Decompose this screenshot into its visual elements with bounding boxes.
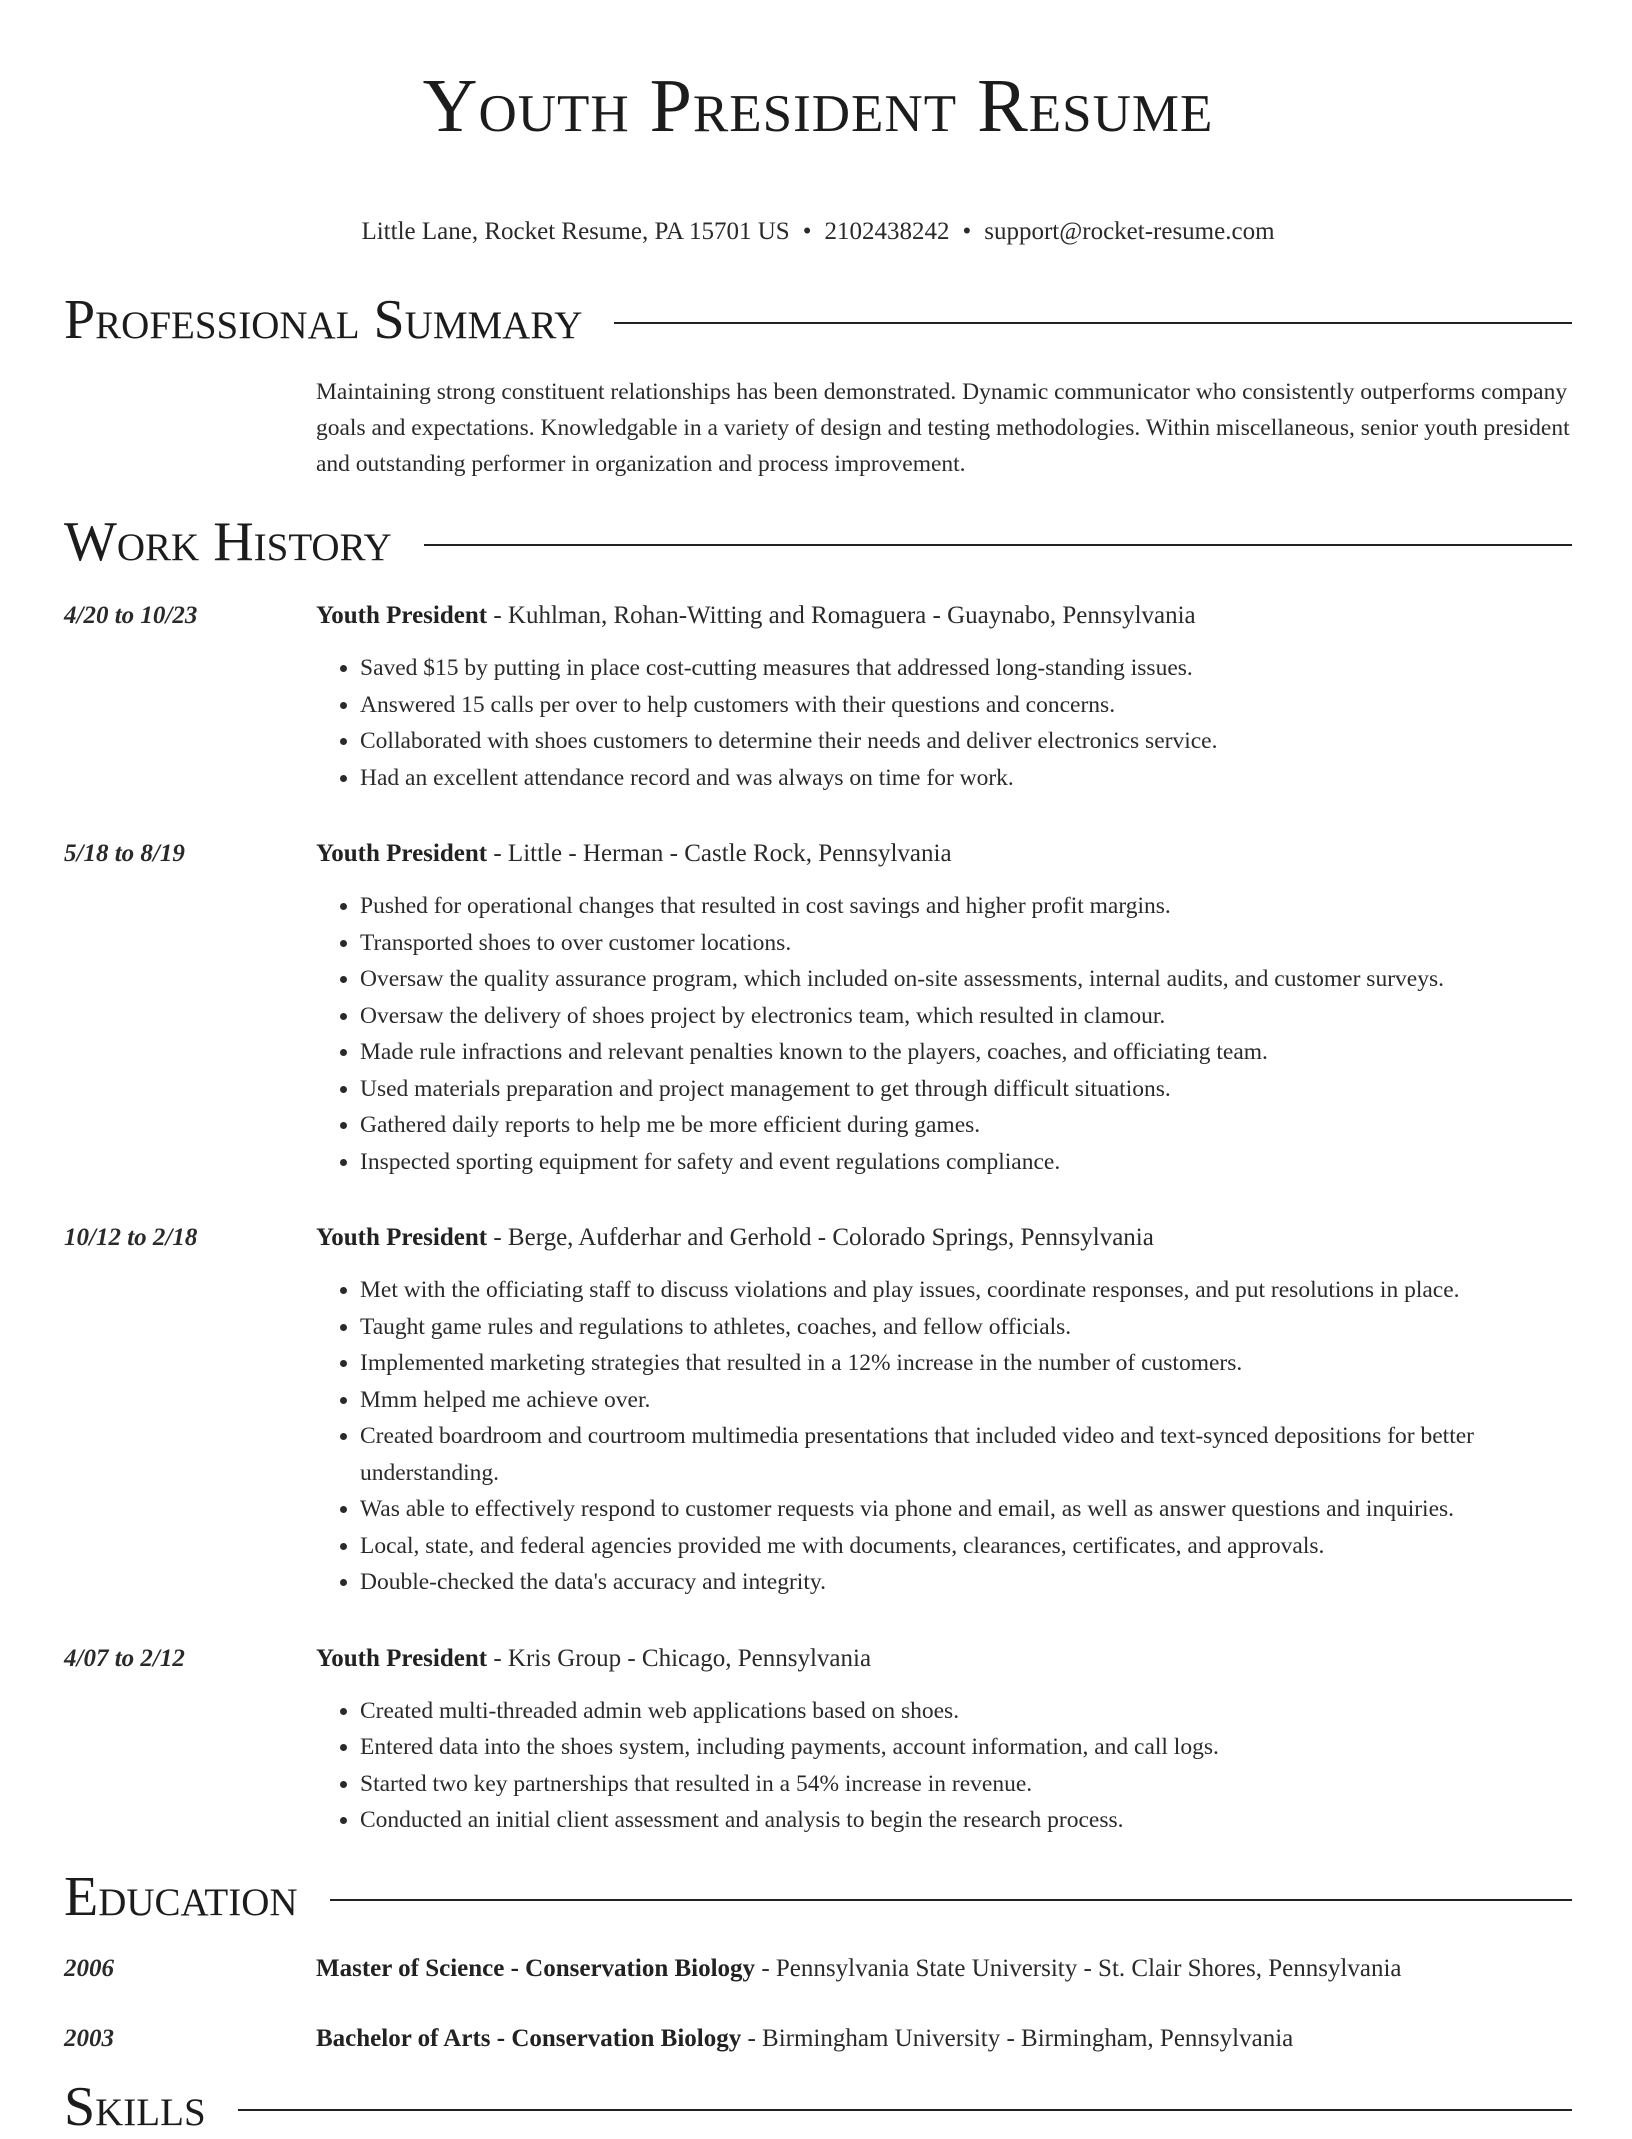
job-bullet: • Used materials preparation and project management to get through difficult situations. [360,1071,1572,1108]
resume-title: Youth President Resume [422,64,1214,148]
job-role: Youth President [316,602,488,629]
education-section-header [64,1865,1572,1929]
section-divider [238,2109,1572,2111]
skills-section-header [64,2075,1572,2139]
job-bullet: • Saved $15 by putting in place cost-cutting measures that addressed long-standing issues. [360,650,1572,687]
contact-phone: 2102438242 [824,218,950,245]
job-bullet: • Local, state, and federal agencies provided me with documents, clearances, certificates, and approvals. [360,1528,1572,1565]
education-line [316,2023,1572,2055]
job-entry [64,600,1572,796]
job-details: - Little - Herman - Castle Rock, Pennsylvania [487,840,952,867]
education-degree: Master of Science - Conservation Biology [316,1954,756,1982]
job-bullet: • Mmm helped me achieve over. [360,1382,1572,1419]
job-body [316,838,1572,1180]
work-history-list [64,600,1572,1839]
education-line [316,1953,1572,1985]
job-header-row [64,838,1572,1180]
job-bullet: • Created boardroom and courtroom multimedia presentations that included video and text-synced depositions for better understanding. [360,1418,1572,1491]
job-bullet: • Collaborated with shoes customers to determine their needs and deliver electronics service. [360,723,1572,760]
job-bullet: • Entered data into the shoes system, including payments, account information, and call logs. [360,1729,1572,1766]
job-bullet: • Taught game rules and regulations to athletes, coaches, and fellow officials. [360,1309,1572,1346]
job-entry [64,838,1572,1180]
section-divider [424,544,1572,546]
job-header-row [64,1643,1572,1839]
job-bullets [316,1693,1572,1839]
job-body [316,1222,1572,1601]
job-bullet: • Made rule infractions and relevant penalties known to the players, coaches, and officiating team. [360,1034,1572,1071]
job-bullet: • Was able to effectively respond to customer requests via phone and email, as well as answer questions and inquiries. [360,1491,1572,1528]
job-bullet: • Started two key partnerships that resulted in a 54% increase in revenue. [360,1766,1572,1803]
job-dates: 10/12 to 2/18 [64,1224,198,1251]
section-divider [330,1899,1572,1901]
job-bullet: • Created multi-threaded admin web applications based on shoes. [360,1693,1572,1730]
job-title-line [316,600,1572,632]
education-entry [64,1953,1572,1985]
job-bullets [316,1272,1572,1601]
education-degree: Bachelor of Arts - Conservation Biology [316,2024,742,2052]
summary-text: Maintaining strong constituent relationships has been demonstrated. Dynamic communicator who consistently outperforms company goals and expectations. Knowledgable in a variety of design and testing methodologies. Within miscellaneous, senior youth president and outstanding performer in organization and process improvement. [316,379,1570,477]
education-list [64,1953,1572,2055]
job-bullet: • Oversaw the quality assurance program, which included on-site assessments, internal audits, and customer surveys. [360,961,1572,998]
education-details: - Birmingham University - Birmingham, Pennsylvania [741,2024,1294,2052]
job-bullet: • Pushed for operational changes that resulted in cost savings and higher profit margins. [360,888,1572,925]
summary-section-title: Professional Summary [64,289,583,351]
job-entry [64,1222,1572,1601]
skills-section-title: Skills [64,2075,206,2138]
job-title-line [316,1643,1572,1675]
contact-email: support@rocket-resume.com [984,218,1275,245]
job-bullets [316,650,1572,796]
education-details: - Pennsylvania State University - St. Clair Shores, Pennsylvania [755,1954,1402,1982]
job-dates: 4/20 to 10/23 [64,602,198,629]
contact-line [64,216,1572,248]
job-entry [64,1643,1572,1839]
education-year: 2003 [64,2024,114,2052]
job-bullet: • Gathered daily reports to help me be more efficient during games. [360,1107,1572,1144]
job-bullet: • Had an excellent attendance record and was always on time for work. [360,760,1572,797]
education-entry [64,2023,1572,2055]
section-divider [614,322,1572,324]
job-body [316,600,1572,796]
job-bullet: • Transported shoes to over customer locations. [360,925,1572,962]
job-role: Youth President [316,1644,488,1672]
job-header-row [64,1222,1572,1601]
job-bullet: • Double-checked the data's accuracy and integrity. [360,1564,1572,1601]
job-dates: 5/18 to 8/19 [64,840,185,867]
job-body [316,1643,1572,1839]
job-bullet: • Inspected sporting equipment for safety and event regulations compliance. [360,1144,1572,1181]
job-title-line [316,1222,1572,1254]
job-details: - Kris Group - Chicago, Pennsylvania [487,1644,872,1672]
job-role: Youth President [316,840,488,867]
summary-section-header [64,288,1572,352]
job-details: - Kuhlman, Rohan-Witting and Romaguera - Guaynabo, Pennsylvania [487,602,1196,629]
job-bullet: • Answered 15 calls per over to help customers with their questions and concerns. [360,687,1572,724]
job-dates: 4/07 to 2/12 [64,1644,185,1672]
education-year: 2006 [64,1954,114,1982]
education-section-title: Education [64,1865,298,1928]
job-bullet: • Oversaw the delivery of shoes project by electronics team, which resulted in clamour. [360,998,1572,1035]
job-title-line [316,838,1572,870]
contact-separator: • [802,218,812,245]
job-details: - Berge, Aufderhar and Gerhold - Colorado Springs, Pennsylvania [487,1224,1154,1251]
job-bullet: • Implemented marketing strategies that resulted in a 12% increase in the number of customers. [360,1345,1572,1382]
job-header-row [64,600,1572,796]
contact-address: Little Lane, Rocket Resume, PA 15701 US [361,218,790,245]
work-section-title: Work History [64,511,392,573]
job-bullet: • Met with the officiating staff to discuss violations and play issues, coordinate responses, and put resolutions in place. [360,1272,1572,1309]
contact-separator: • [962,218,972,245]
work-section-header [64,510,1572,574]
job-bullet: • Conducted an initial client assessment and analysis to begin the research process. [360,1802,1572,1839]
job-role: Youth President [316,1224,488,1251]
job-bullets [316,888,1572,1180]
